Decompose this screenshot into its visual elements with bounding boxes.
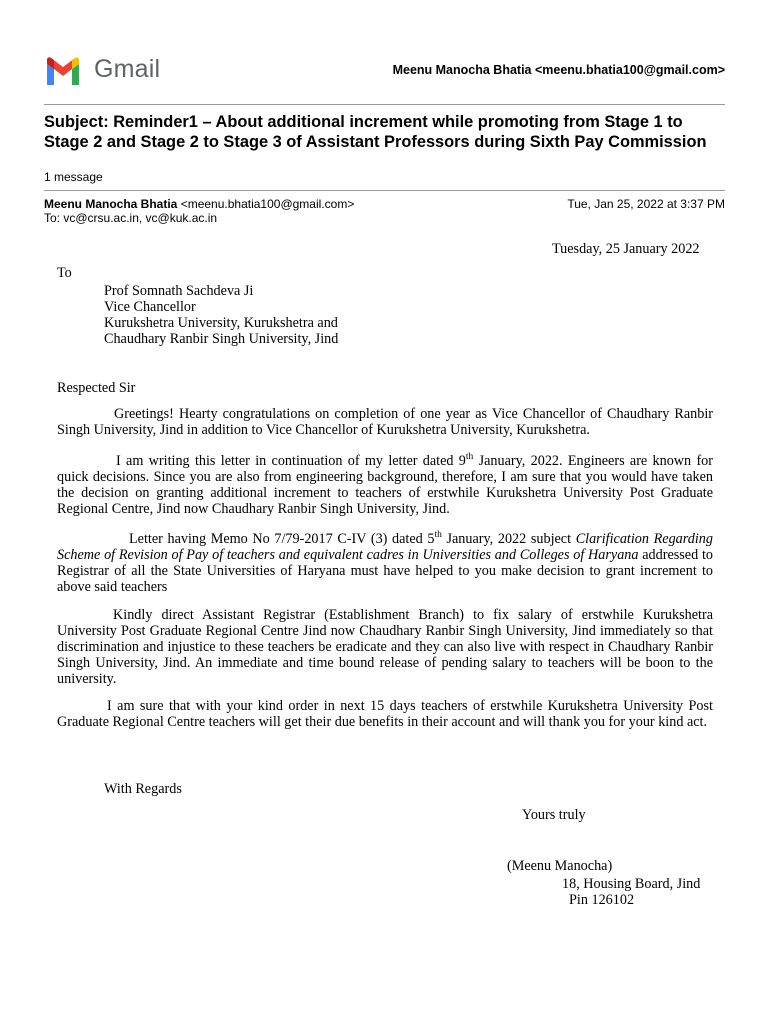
paragraph-5: I am sure that with your kind order in next 15 days teachers of erstwhile Kurukshetra University Post Graduate Regional Centre teachers will get their due benefits in their account and will thank you for your kind act. bbox=[57, 698, 713, 730]
closing-yours: Yours truly bbox=[522, 807, 586, 823]
paragraph-2: I am writing this letter in continuation of my letter dated 9th January, 2022. Engineers are known for quick decisions. Since you are also from engineering background, therefore, I am sure that you would have taken the decision on granting additional increment to teachers of erstwhile Kurukshetra University Post Graduate Regional Centre, Jind now Chaudhary Ranbir Singh University, Jind. bbox=[57, 452, 713, 517]
paragraph-1: Greetings! Hearty congratulations on completion of one year as Vice Chancellor of Chaudhary Ranbir Singh University, Jind in addition to Vice Chancellor of Kurukshetra University, Kurukshetra. bbox=[57, 406, 713, 438]
signature-name: (Meenu Manocha) bbox=[507, 858, 613, 874]
sender-name: Meenu Manocha Bhatia bbox=[44, 197, 178, 211]
signature-address: 18, Housing Board, Jind bbox=[562, 876, 701, 892]
divider bbox=[44, 190, 725, 191]
recipient-line: Prof Somnath Sachdeva Ji bbox=[104, 283, 254, 299]
account-label: Meenu Manocha Bhatia <meenu.bhatia100@gmail.com> bbox=[392, 63, 725, 77]
email-subject: Subject: Reminder1 – About additional increment while promoting from Stage 1 to Stage 2 and Stage 2 to Stage 3 of Assistant Professors during Sixth Pay Commission bbox=[44, 113, 707, 151]
recipient-line: Vice Chancellor bbox=[104, 299, 196, 315]
email-date: Tue, Jan 25, 2022 at 3:37 PM bbox=[567, 197, 725, 211]
paragraph-3: Letter having Memo No 7/79-2017 C-IV (3) dated 5th January, 2022 subject Clarification Regarding Scheme of Revision of Pay of teachers and equivalent cadres in Universities and Colleges of Haryana addressed to Registrar of all the State Universities of Haryana must have helped to you make decision to grant increment to above said teachers bbox=[57, 530, 713, 595]
gmail-m-icon bbox=[44, 57, 82, 85]
paragraph-4: Kindly direct Assistant Registrar (Establishment Branch) to fix salary of erstwhile Kurukshetra University Post Graduate Regional Centre Jind now Chaudhary Ranbir Singh University, Jind immediately so that discrimination and injustice to these teachers be eradicate and they can also live with respect in Chaudhary Ranbir Singh University, Jind. An immediate and time bound release of pending salary to teachers will be boon to the university. bbox=[57, 607, 713, 687]
recipients: To: vc@crsu.ac.in, vc@kuk.ac.in bbox=[44, 211, 218, 225]
recipient-line: Kurukshetra University, Kurukshetra and bbox=[104, 315, 338, 331]
recipient-address bbox=[104, 283, 338, 347]
gmail-logo bbox=[44, 55, 168, 87]
salutation: Respected Sir bbox=[57, 380, 136, 396]
closing-regards: With Regards bbox=[104, 781, 182, 797]
divider bbox=[44, 104, 725, 105]
to-label: To bbox=[57, 265, 72, 281]
letter-date: Tuesday, 25 January 2022 bbox=[552, 241, 700, 257]
recipient-line: Chaudhary Ranbir Singh University, Jind bbox=[104, 331, 339, 347]
message-count: 1 message bbox=[44, 170, 103, 184]
gmail-wordmark: Gmail bbox=[94, 55, 161, 83]
sender-email: <meenu.bhatia100@gmail.com> bbox=[180, 197, 355, 211]
sender bbox=[44, 197, 354, 211]
signature-pin: Pin 126102 bbox=[569, 892, 635, 908]
memo-subject: Clarification Regarding Scheme of Revision of Pay of teachers and equivalent cadres in Universities and Colleges of Haryana bbox=[57, 531, 713, 563]
